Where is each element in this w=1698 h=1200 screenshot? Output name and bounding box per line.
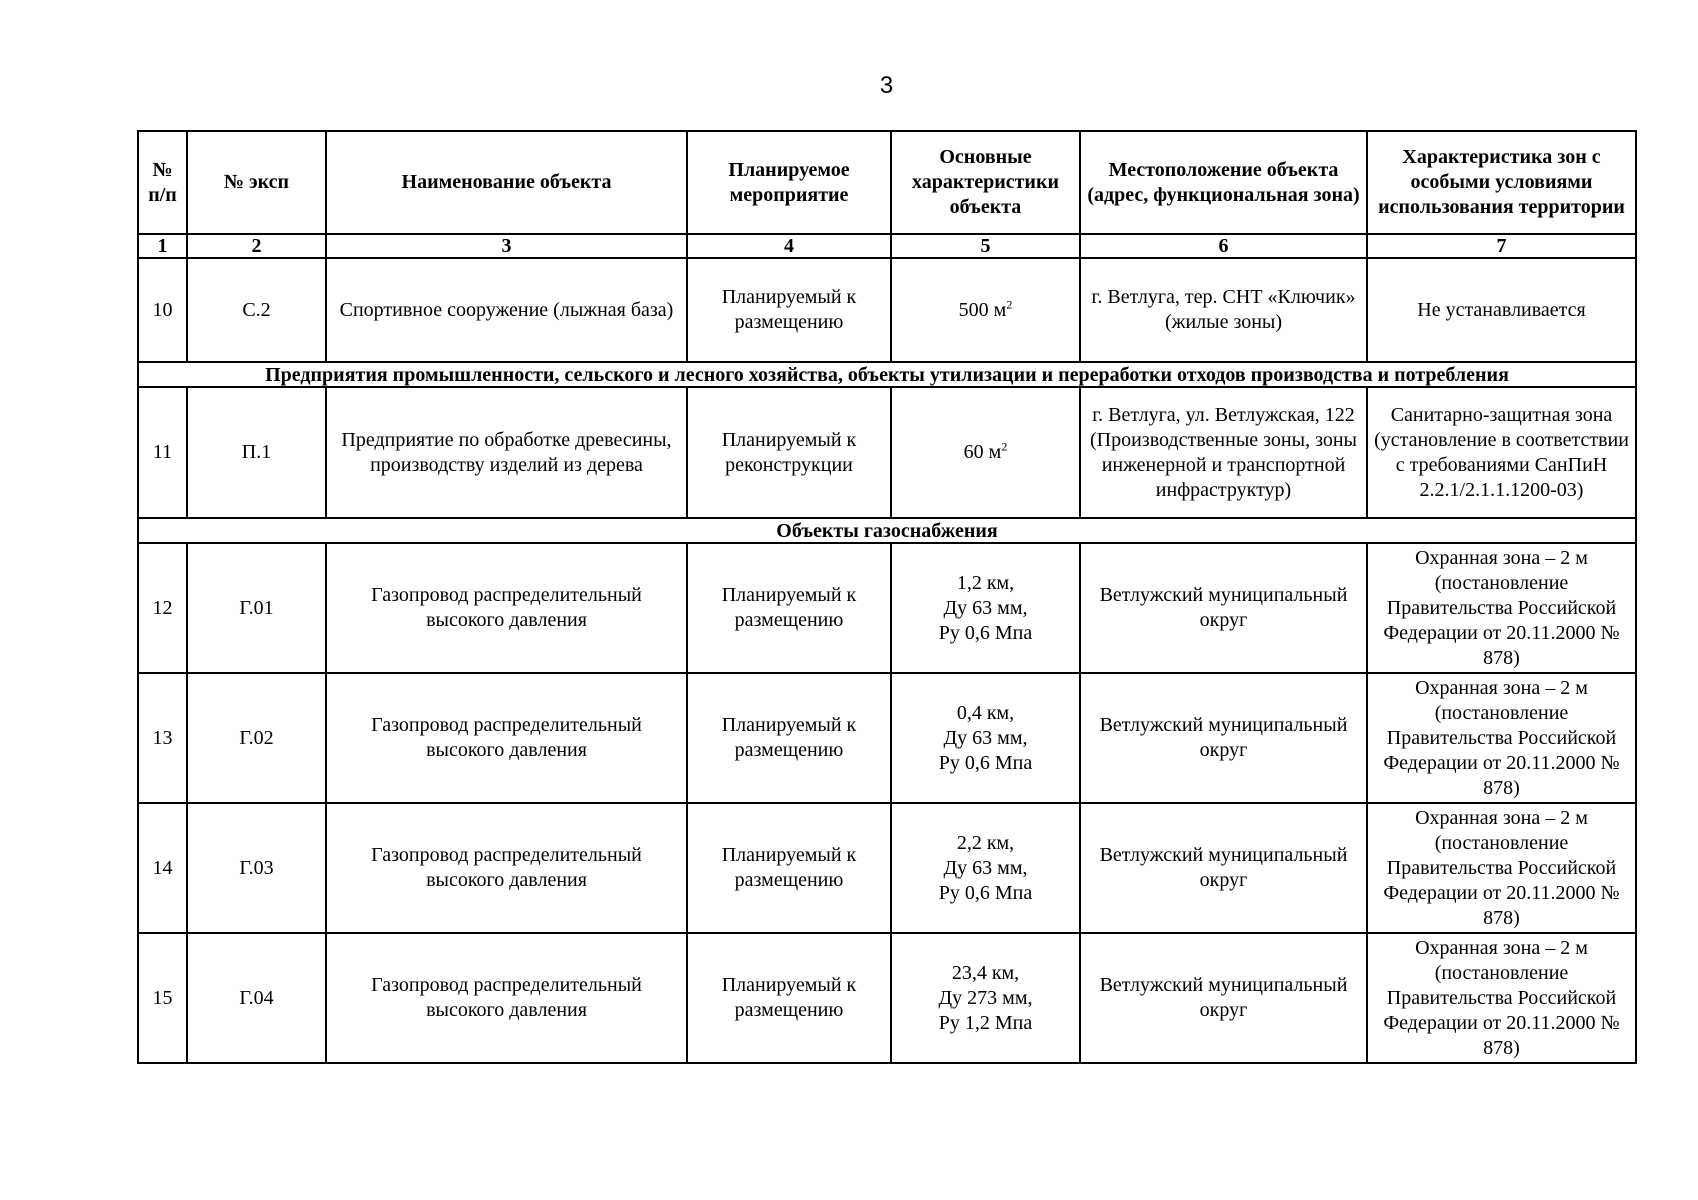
pipe-diameter: Ду 63 мм, — [943, 596, 1028, 619]
row-exp: Г.03 — [187, 803, 326, 933]
header-num: № п/п — [138, 131, 187, 234]
area-value: 500 м — [958, 298, 1007, 321]
column-number: 6 — [1080, 234, 1367, 258]
row-location: Ветлужский муниципальный округ — [1080, 803, 1367, 933]
pipe-pressure: Ру 1,2 Мпа — [938, 1011, 1033, 1034]
table-row — [138, 258, 1636, 362]
row-action: Планируемый к размещению — [687, 673, 891, 803]
table-row — [138, 933, 1636, 1063]
pipe-diameter: Ду 63 мм, — [943, 856, 1028, 879]
header-location: Местоположение объекта (адрес, функциональная зона) — [1080, 131, 1367, 234]
row-zone: Охранная зона – 2 м (постановление Правительства Российской Федерации от 20.11.2000 № 878) — [1367, 803, 1636, 933]
header-exp: № эксп — [187, 131, 326, 234]
row-location: г. Ветлуга, ул. Ветлужская, 122 (Производственные зоны, зоны инженерной и транспортной инфраструктур) — [1080, 387, 1367, 518]
row-characteristics — [891, 543, 1080, 673]
table-row — [138, 673, 1636, 803]
table-row — [138, 387, 1636, 518]
row-location: Ветлужский муниципальный округ — [1080, 673, 1367, 803]
row-exp: П.1 — [187, 387, 326, 518]
row-characteristics — [891, 803, 1080, 933]
row-zone: Охранная зона – 2 м (постановление Правительства Российской Федерации от 20.11.2000 № 878) — [1367, 933, 1636, 1063]
row-characteristics — [891, 673, 1080, 803]
section-heading-row — [138, 362, 1636, 387]
column-number: 3 — [326, 234, 687, 258]
row-zone: Санитарно-защитная зона (установление в соответствии с требованиями СанПиН 2.2.1/2.1.1.1200-03) — [1367, 387, 1636, 518]
column-number: 2 — [187, 234, 326, 258]
row-zone: Охранная зона – 2 м (постановление Правительства Российской Федерации от 20.11.2000 № 878) — [1367, 673, 1636, 803]
row-location: Ветлужский муниципальный округ — [1080, 933, 1367, 1063]
row-location: Ветлужский муниципальный округ — [1080, 543, 1367, 673]
row-number: 13 — [138, 673, 187, 803]
row-action: Планируемый к размещению — [687, 803, 891, 933]
column-number: 4 — [687, 234, 891, 258]
row-action: Планируемый к размещению — [687, 258, 891, 362]
row-action: Планируемый к размещению — [687, 933, 891, 1063]
header-zone: Характеристика зон с особыми условиями использования территории — [1367, 131, 1636, 234]
row-object-name: Газопровод распределительный высокого давления — [326, 933, 687, 1063]
section-heading-row — [138, 518, 1636, 543]
pipe-length: 23,4 км, — [951, 961, 1020, 984]
pipe-diameter: Ду 63 мм, — [943, 726, 1028, 749]
row-object-name: Газопровод распределительный высокого давления — [326, 803, 687, 933]
row-location: г. Ветлуга, тер. СНТ «Ключик» (жилые зоны) — [1080, 258, 1367, 362]
row-exp: Г.01 — [187, 543, 326, 673]
table-header-row — [138, 131, 1636, 234]
page-number: 3 — [879, 72, 894, 99]
row-exp: Г.02 — [187, 673, 326, 803]
row-characteristics — [891, 387, 1080, 518]
pipe-length: 1,2 км, — [956, 571, 1015, 594]
table-row — [138, 543, 1636, 673]
row-action: Планируемый к размещению — [687, 543, 891, 673]
row-zone: Не устанавливается — [1367, 258, 1636, 362]
header-action: Планируемое мероприятие — [687, 131, 891, 234]
header-name: Наименование объекта — [326, 131, 687, 234]
pipe-pressure: Ру 0,6 Мпа — [938, 751, 1033, 774]
row-number: 12 — [138, 543, 187, 673]
area-value: 60 м — [963, 441, 1002, 463]
pipe-length: 0,4 км, — [956, 701, 1015, 724]
pipe-pressure: Ру 0,6 Мпа — [938, 881, 1033, 904]
area-unit-power: 2 — [1001, 439, 1008, 454]
row-object-name: Газопровод распределительный высокого давления — [326, 673, 687, 803]
row-number: 10 — [138, 258, 187, 362]
row-characteristics — [891, 258, 1080, 362]
row-characteristics — [891, 933, 1080, 1063]
row-number: 11 — [138, 387, 187, 518]
pipe-diameter: Ду 273 мм, — [938, 986, 1033, 1009]
row-object-name: Газопровод распределительный высокого давления — [326, 543, 687, 673]
header-characteristics: Основные характеристики объекта — [891, 131, 1080, 234]
column-number: 7 — [1367, 234, 1636, 258]
objects-table — [137, 130, 1637, 1064]
area-unit-power: 2 — [1006, 296, 1013, 311]
section-heading-industry: Предприятия промышленности, сельского и лесного хозяйства, объекты утилизации и переработки отходов производства и потребления — [138, 362, 1636, 387]
row-object-name: Спортивное сооружение (лыжная база) — [326, 258, 687, 362]
row-zone: Охранная зона – 2 м (постановление Правительства Российской Федерации от 20.11.2000 № 878) — [1367, 543, 1636, 673]
row-action: Планируемый к реконструкции — [687, 387, 891, 518]
row-number: 14 — [138, 803, 187, 933]
pipe-pressure: Ру 0,6 Мпа — [938, 621, 1033, 644]
row-exp: С.2 — [187, 258, 326, 362]
column-number: 1 — [138, 234, 187, 258]
row-object-name: Предприятие по обработке древесины, производству изделий из дерева — [326, 387, 687, 518]
column-number: 5 — [891, 234, 1080, 258]
row-number: 15 — [138, 933, 187, 1063]
pipe-length: 2,2 км, — [956, 831, 1015, 854]
row-exp: Г.04 — [187, 933, 326, 1063]
table-row — [138, 803, 1636, 933]
column-numbers-row — [138, 234, 1636, 258]
section-heading-gas: Объекты газоснабжения — [138, 518, 1636, 543]
